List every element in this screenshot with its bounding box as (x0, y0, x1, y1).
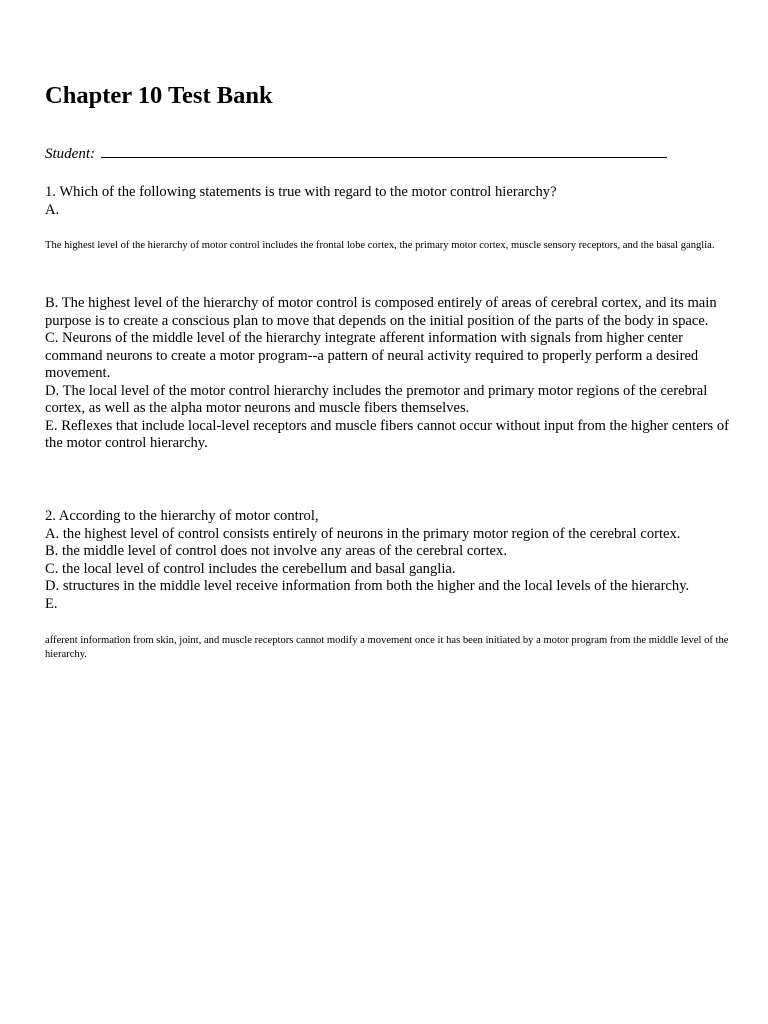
question-2-option-e-letter: E. (45, 595, 58, 612)
question-1 (45, 184, 735, 219)
question-1-option-a-letter: A. (45, 201, 60, 218)
question-2-option-e-text: afferent information from skin, joint, and muscle receptors cannot modify a movement once it has been initiated by a motor program from the middle level of the hierarchy. (45, 635, 729, 660)
question-2-stem: 2. According to the hierarchy of motor control, (45, 508, 319, 524)
question-1-stem: 1. Which of the following statements is true with regard to the motor control hierarchy? (45, 184, 557, 200)
student-label: Student: (45, 146, 95, 162)
question-1-option-b: B. The highest level of the hierarchy of motor control is composed entirely of areas of cerebral cortex, and its main purpose is to create a conscious plan to move that depends on the initial position of the parts of the body in space. (45, 295, 717, 329)
question-1-option-a-text: The highest level of the hierarchy of motor control includes the frontal lobe cortex, the primary motor cortex, muscle sensory receptors, and the basal ganglia. (45, 240, 715, 251)
question-1-option-d: D. The local level of the motor control hierarchy includes the premotor and primary motor regions of the cerebral cortex, as well as the alpha motor neurons and muscle fibers themselves. (45, 382, 708, 416)
question-1-option-e: E. Reflexes that include local-level receptors and muscle fibers cannot occur without input from the higher centers of the motor control hierarchy. (45, 417, 730, 451)
question-2-option-b: B. the middle level of control does not involve any areas of the cerebral cortex. (45, 543, 507, 559)
question-2 (45, 508, 735, 613)
student-field (45, 145, 667, 163)
student-blank-line (101, 156, 667, 158)
question-2-option-a: A. the highest level of control consists entirely of neurons in the primary motor region of the cerebral cortex. (45, 525, 681, 542)
page-title: Chapter 10 Test Bank (45, 82, 273, 109)
question-2-option-d: D. structures in the middle level receive information from both the higher and the local levels of the hierarchy. (45, 578, 690, 594)
question-1-option-a (45, 239, 735, 253)
question-2-option-e (45, 634, 735, 662)
question-2-option-c: C. the local level of control includes the cerebellum and basal ganglia. (45, 560, 456, 577)
question-1-option-c: C. Neurons of the middle level of the hierarchy integrate afferent information with signals from higher center command neurons to create a motor program--a pattern of neural activity required to properly perform a desired movement. (45, 330, 699, 381)
question-1-options (45, 295, 735, 453)
